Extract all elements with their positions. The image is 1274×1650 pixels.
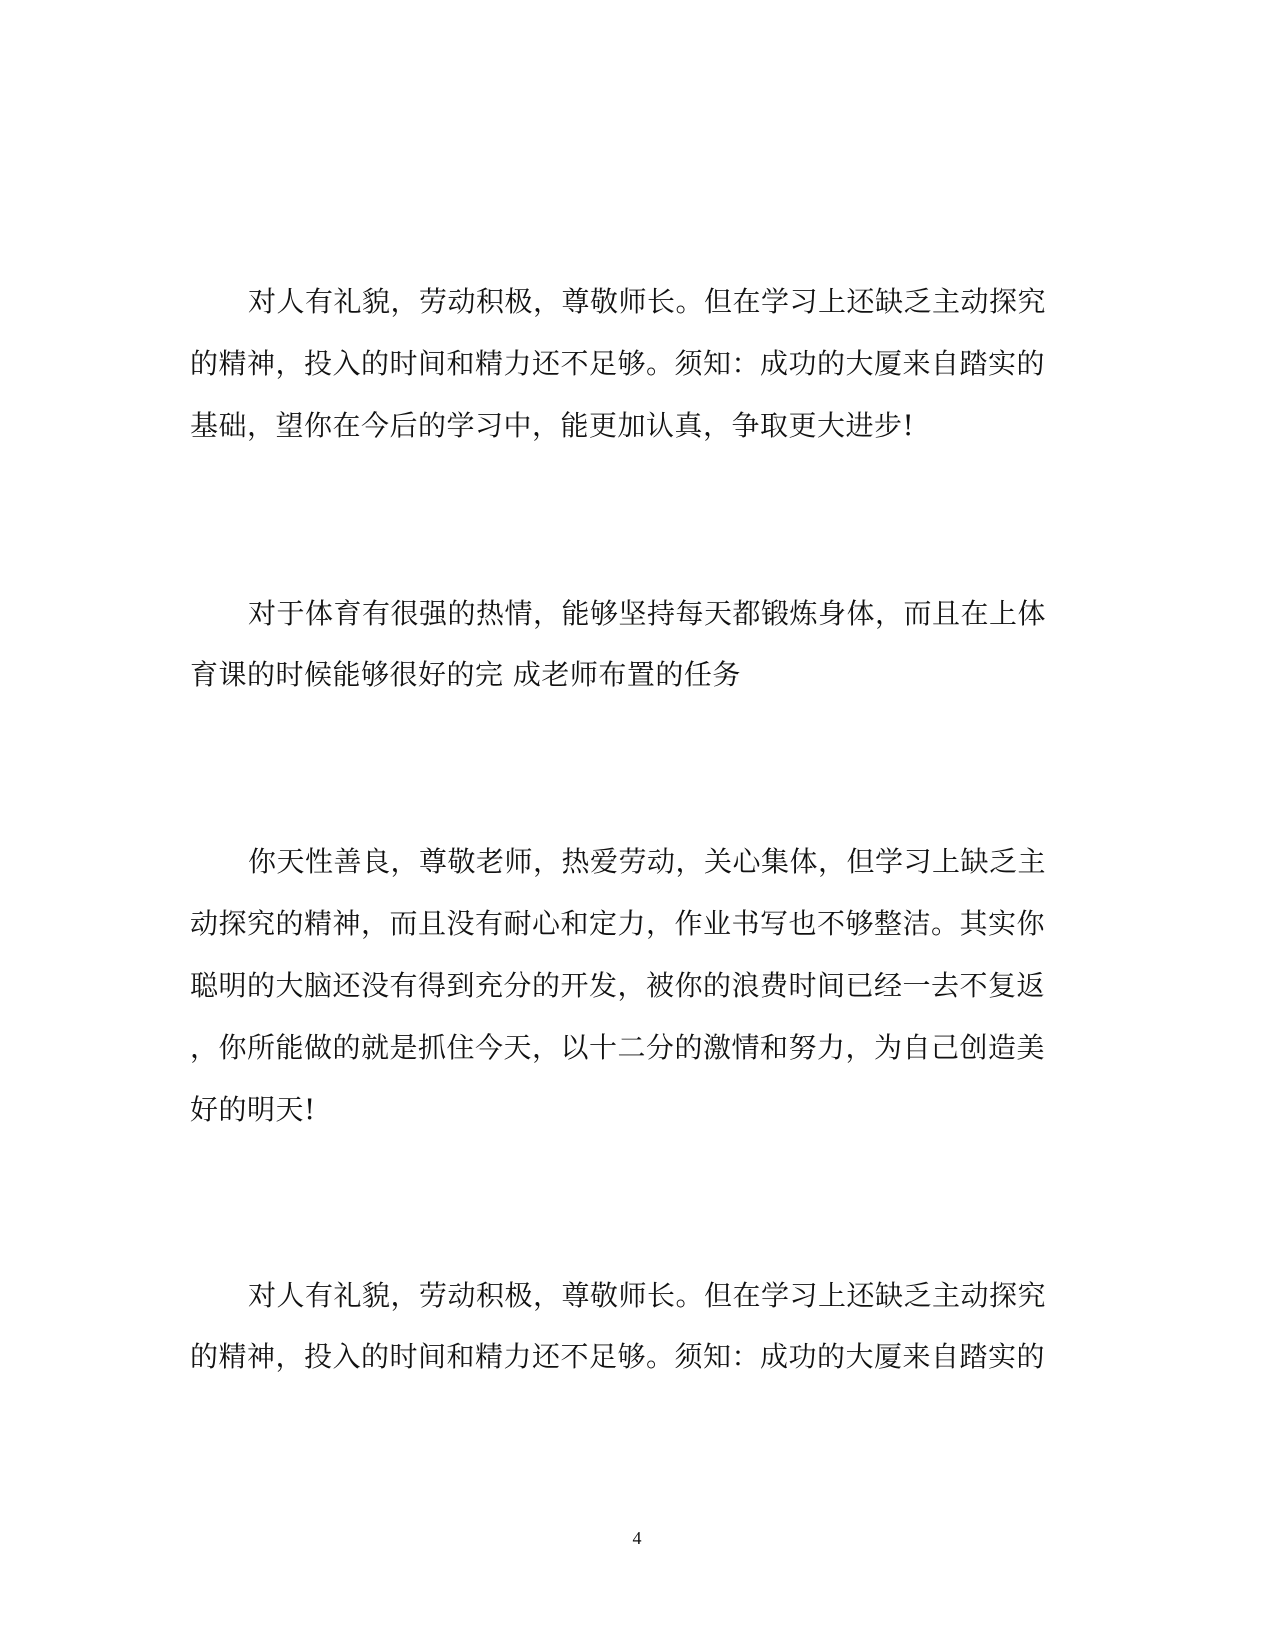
paragraph-3-line-4: ，你所能做的就是抓住今天，以十二分的激情和努力，为自己创造美 xyxy=(190,1031,1046,1064)
paragraph-1-line-2: 的精神，投入的时间和精力还不足够。须知：成功的大厦来自踏实的 xyxy=(190,347,1046,380)
paragraph-3-line-3: 聪明的大脑还没有得到充分的开发，被你的浪费时间已经一去不复返 xyxy=(190,969,1046,1002)
paragraph-3-line-2: 动探究的精神，而且没有耐心和定力，作业书写也不够整洁。其实你 xyxy=(190,907,1046,940)
paragraph-1-line-1: 对人有礼貌，劳动积极，尊敬师长。但在学习上还缺乏主动探究 xyxy=(248,285,1047,318)
paragraph-3-line-5: 好的明天! xyxy=(190,1093,316,1126)
paragraph-3-line-1: 你天性善良，尊敬老师，热爱劳动，关心集体，但学习上缺乏主 xyxy=(248,845,1047,878)
paragraph-2-line-1: 对于体育有很强的热情，能够坚持每天都锻炼身体，而且在上体 xyxy=(248,597,1047,630)
paragraph-4-line-2: 的精神，投入的时间和精力还不足够。须知：成功的大厦来自踏实的 xyxy=(190,1340,1046,1373)
paragraph-1-line-3: 基础，望你在今后的学习中，能更加认真，争取更大进步! xyxy=(190,409,915,442)
paragraph-4-line-1: 对人有礼貌，劳动积极，尊敬师长。但在学习上还缺乏主动探究 xyxy=(248,1279,1047,1312)
page-number: 4 xyxy=(632,1528,642,1548)
paragraph-2-line-2: 育课的时候能够很好的完 成老师布置的任务 xyxy=(190,658,741,691)
